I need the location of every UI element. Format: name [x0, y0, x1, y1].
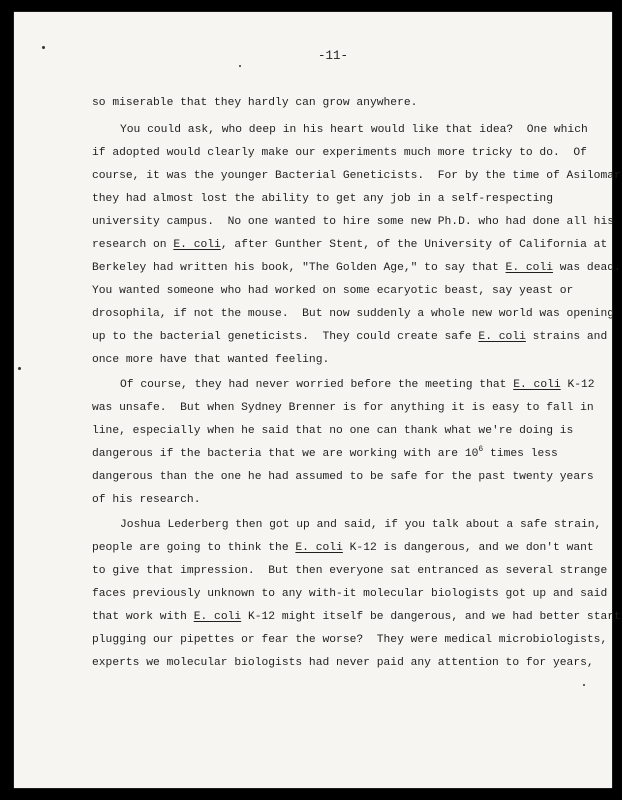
text-line: experts we molecular biologists had never paid any attention to for years, — [92, 657, 594, 669]
species-name: E. coli — [513, 379, 561, 391]
species-name: E. coli — [193, 611, 242, 623]
text-segment: , after Gunther Stent, of the University of California at — [220, 239, 608, 251]
text-segment: dangerous if the bacteria that we are working with are 10 — [92, 448, 479, 460]
page-number: -11- — [318, 49, 349, 63]
text-line: drosophila, if not the mouse. But now suddenly a whole new world was opening — [92, 308, 615, 320]
text-line: dangerous than the one he had assumed to be safe for the past twenty years — [92, 471, 594, 483]
text-line: so miserable that they hardly can grow anywhere. — [92, 97, 418, 109]
text-segment: that work with — [92, 611, 194, 623]
paper-speck — [18, 367, 21, 370]
text-line — [92, 330, 607, 344]
text-segment: Of course, they had never worried before the meeting that — [120, 379, 514, 391]
paper-speck — [239, 65, 241, 67]
text-segment: K-12 — [560, 379, 595, 391]
text-line: of his research. — [92, 494, 201, 506]
text-line: to give that impression. But then everyone sat entranced as several strange — [92, 565, 608, 577]
text-line — [92, 610, 621, 624]
paper-speck — [583, 684, 585, 686]
text-segment: research on — [92, 239, 174, 251]
text-line: faces previously unknown to any with-it molecular biologists got up and said — [92, 588, 608, 600]
paper-speck — [42, 46, 45, 49]
text-segment: K-12 is dangerous, and we don't want — [342, 542, 594, 554]
text-line: You wanted someone who had worked on some ecaryotic beast, say yeast or — [92, 285, 574, 297]
text-line: Joshua Lederberg then got up and said, if you talk about a safe strain, — [120, 519, 602, 531]
text-segment: Berkeley had written his book, "The Golden Age," to say that — [92, 262, 506, 274]
text-line: university campus. No one wanted to hire some new Ph.D. who had done all his — [92, 216, 615, 228]
exponent: 6 — [478, 445, 484, 454]
text-line — [120, 378, 595, 392]
text-line: course, it was the younger Bacterial Geneticists. For by the time of Asilomar — [92, 170, 621, 182]
text-line — [92, 447, 558, 461]
text-line: once more have that wanted feeling. — [92, 354, 330, 366]
text-line: if adopted would clearly make our experiments much more tricky to do. Of — [92, 147, 587, 159]
species-name: E. coli — [173, 239, 221, 251]
text-segment: K-12 might itself be dangerous, and we had better start — [241, 611, 621, 623]
text-segment: up to the bacterial geneticists. They could create safe — [92, 331, 479, 343]
text-line: they had almost lost the ability to get any job in a self-respecting — [92, 193, 553, 205]
species-name: E. coli — [295, 542, 343, 554]
text-segment: was dead. — [553, 262, 621, 274]
text-line: plugging our pipettes or fear the worse? They were medical microbiologists, — [92, 634, 608, 646]
species-name: E. coli — [505, 262, 554, 274]
species-name: E. coli — [478, 331, 526, 343]
text-line — [92, 238, 607, 252]
text-line: line, especially when he said that no one can thank what we're doing is — [92, 425, 574, 437]
text-segment: people are going to think the — [92, 542, 296, 554]
text-line: was unsafe. But when Sydney Brenner is for anything it is easy to fall in — [92, 402, 594, 414]
text-segment: strains and — [525, 331, 608, 343]
text-line — [92, 541, 594, 555]
text-line: You could ask, who deep in his heart would like that idea? One which — [120, 124, 588, 136]
text-line — [92, 261, 621, 275]
text-segment: times less — [483, 448, 558, 460]
